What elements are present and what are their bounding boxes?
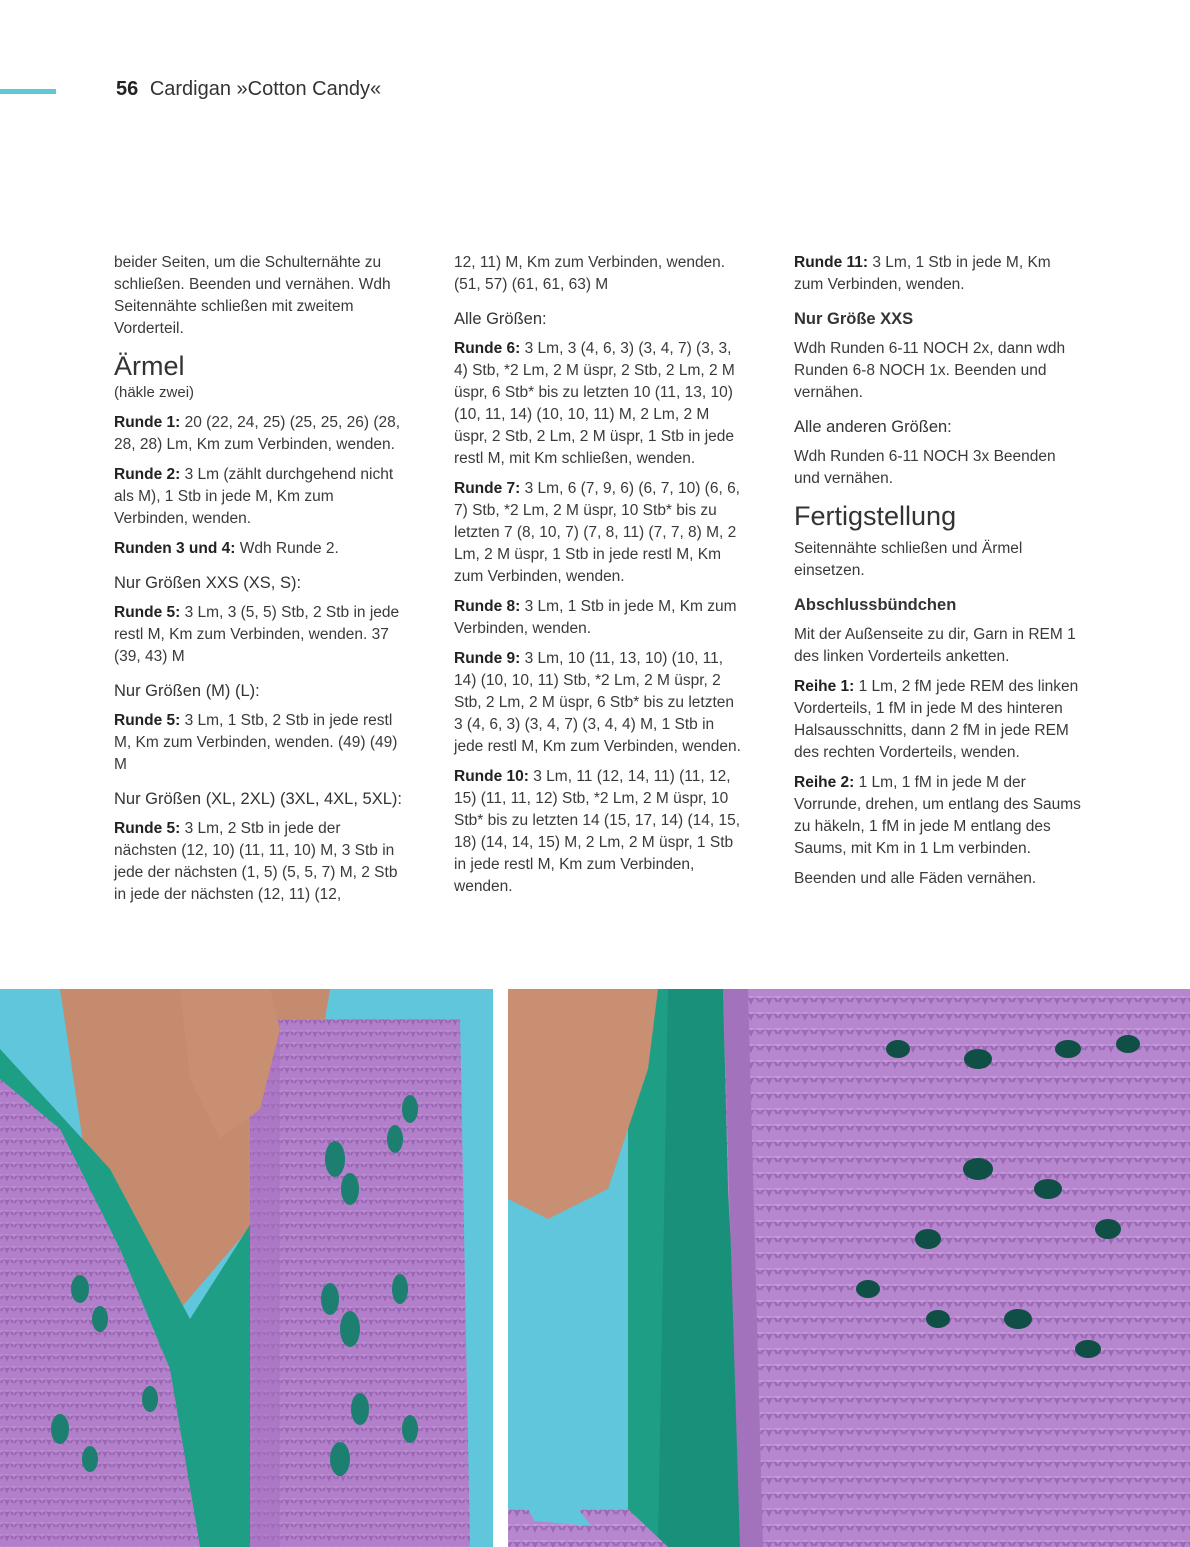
round-text: 3 Lm, 2 Stb in jede der nächsten (12, 10) (11, 11, 10) M, 3 Stb in jede der nächsten (1, 5) (5, 5, 7) M, 2 Stb in jede der nächsten (12, 11) (12, <box>114 820 398 903</box>
round-text: 3 Lm, 6 (7, 9, 6) (6, 7, 10) (6, 6, 7) Stb, *2 Lm, 2 M üspr, 10 Stb* bis zu letzten 7 (8, 10, 7) (7, 8, 11) (7, 7, 8) M, 2 Lm, 2 M üspr, 1 Stb in jede restl M, Km zum Verbinden, wenden. <box>454 480 740 585</box>
round-label: Runde 2: <box>114 466 181 483</box>
instruction-runde-11 <box>794 252 1084 296</box>
intro-paragraph: beider Seiten, um die Schulternähte zu schließen. Beenden und vernähen. Wdh Seitennähte schließen mit zweitem Vorderteil. <box>114 254 391 337</box>
text-column-3 <box>794 252 1084 898</box>
paragraph-nur-xxs: Wdh Runden 6-11 NOCH 2x, dann wdh Runden 6-8 NOCH 1x. Beenden und vernähen. <box>794 340 1066 401</box>
round-text: 3 Lm, 3 (5, 5) Stb, 2 Stb in jede restl M, Km zum Verbinden, wenden. 37 (39, 43) M <box>114 604 400 665</box>
round-label: Runden 3 und 4: <box>114 540 236 557</box>
instruction-runde-1 <box>114 412 404 456</box>
row-label: Reihe 1: <box>794 678 855 695</box>
round-label: Runde 11: <box>794 254 869 271</box>
chapter-title: Cardigan »Cotton Candy« <box>149 78 382 100</box>
heading-sizes-xxs-xs-s: Nur Größen XXS (XS, S): <box>114 574 302 592</box>
round-label: Runde 6: <box>454 340 521 357</box>
round-label: Runde 5: <box>114 712 181 729</box>
round-text: 3 Lm, 1 Stb, 2 Stb in jede restl M, Km zum Verbinden, wenden. (49) (49) M <box>114 712 398 773</box>
instruction-runde-6 <box>454 338 744 470</box>
round-label: Runde 1: <box>114 414 181 431</box>
paragraph-abschluss: Mit der Außenseite zu dir, Garn in REM 1 des linken Vorderteils anketten. <box>794 626 1076 665</box>
paragraph-alle-anderen: Wdh Runden 6-11 NOCH 3x Beenden und vernähen. <box>794 448 1056 487</box>
heading-sizes-xl-5xl: Nur Größen (XL, 2XL) (3XL, 4XL, 5XL): <box>114 790 402 808</box>
round-text: 3 Lm, 10 (11, 13, 10) (10, 11, 14) (10, 10, 11) Stb, *2 Lm, 2 M üspr, 2 Stb, 2 Lm, 2 M üspr, 6 Stb* bis zu letzten 3 (4, 6, 3) (3, 4, 7) (3, 4, 4) M, 1 Stb in jede restl M, Km zum Verbinden, wenden. <box>454 650 741 755</box>
instruction-reihe-1 <box>794 676 1084 764</box>
instruction-runde-5-b <box>114 710 404 776</box>
heading-nur-groesse-xxs: Nur Größe XXS <box>794 310 914 328</box>
round-label: Runde 5: <box>114 604 181 621</box>
heading-sizes-m-l: Nur Größen (M) (L): <box>114 682 260 700</box>
instruction-runde-7 <box>454 478 744 588</box>
running-header <box>116 78 381 101</box>
instruction-reihe-2 <box>794 772 1084 860</box>
row-label: Reihe 2: <box>794 774 855 791</box>
header-accent-rule <box>0 89 56 94</box>
round-text: 3 Lm, 3 (4, 6, 3) (3, 4, 7) (3, 3, 4) Stb, *2 Lm, 2 M üspr, 2 Stb, 2 Lm, 2 M üspr, 6 Stb* bis zu letzten 10 (11, 13, 10) (10, 11, 14) (10, 10, 11) M, 2 Lm, 2 M üspr, 2 Stb, 2 Lm, 2 M üspr, 1 Stb in jede restl M, mit Km schließen, wenden. <box>454 340 735 467</box>
instruction-runde-5-c <box>114 818 404 906</box>
heading-abschlussbuendchen: Abschlussbündchen <box>794 596 957 614</box>
round-text: 3 Lm, 11 (12, 14, 11) (11, 12, 15) (11, 11, 12) Stb, *2 Lm, 2 M üspr, 10 Stb* bis zu letzten 14 (15, 17, 14) (14, 15, 18) (14, 14, 15) M, 2 Lm, 2 M üspr, 1 Stb in jede restl M, Km zum Verbinden, wenden. <box>454 768 741 895</box>
row-text: 1 Lm, 1 fM in jede M der Vorrunde, drehen, um entlang des Saums zu häkeln, 1 fM in jede M entlang des Saums, mit Km in 1 Lm verbinden. <box>794 774 1081 857</box>
instruction-runde-8 <box>454 596 744 640</box>
text-column-2 <box>454 252 744 906</box>
instruction-runde-9 <box>454 648 744 758</box>
paragraph-fertigstellung: Seitennähte schließen und Ärmel einsetzen. <box>794 540 1023 579</box>
subheading-aermel: (häkle zwei) <box>114 384 195 401</box>
round-label: Runde 10: <box>454 768 529 785</box>
round-text: 20 (22, 24, 25) (25, 25, 26) (28, 28, 28) Lm, Km zum Verbinden, wenden. <box>114 414 401 453</box>
text-column-1 <box>114 252 404 914</box>
round-label: Runde 8: <box>454 598 521 615</box>
heading-alle-groessen: Alle Größen: <box>454 310 547 328</box>
page-number: 56 <box>116 78 139 100</box>
round-label: Runde 7: <box>454 480 521 497</box>
instruction-runden-3-4 <box>114 538 404 560</box>
closing-paragraph: Beenden und alle Fäden vernähen. <box>794 870 1037 887</box>
photo-model-cardigan <box>0 989 493 1547</box>
instruction-runde-5-a <box>114 602 404 668</box>
continued-text: 12, 11) M, Km zum Verbinden, wenden. (51, 57) (61, 61, 63) M <box>454 254 726 293</box>
round-text: Wdh Runde 2. <box>235 540 339 557</box>
photo-crochet-closeup <box>508 989 1190 1547</box>
instruction-runde-10 <box>454 766 744 898</box>
round-text: 3 Lm, 1 Stb in jede M, Km zum Verbinden, wenden. <box>794 254 1051 293</box>
round-text: 3 Lm (zählt durchgehend nicht als M), 1 Stb in jede M, Km zum Verbinden, wenden. <box>114 466 394 527</box>
heading-aermel: Ärmel <box>114 351 185 381</box>
heading-alle-anderen: Alle anderen Größen: <box>794 418 952 436</box>
round-label: Runde 5: <box>114 820 181 837</box>
row-text: 1 Lm, 2 fM jede REM des linken Vorderteils, 1 fM in jede M des hinteren Halsausschnitts, dann 2 fM in jede REM des rechten Vorderteils, wenden. <box>794 678 1079 761</box>
round-text: 3 Lm, 1 Stb in jede M, Km zum Verbinden, wenden. <box>454 598 737 637</box>
instruction-runde-2 <box>114 464 404 530</box>
round-label: Runde 9: <box>454 650 521 667</box>
heading-fertigstellung: Fertigstellung <box>794 501 957 531</box>
